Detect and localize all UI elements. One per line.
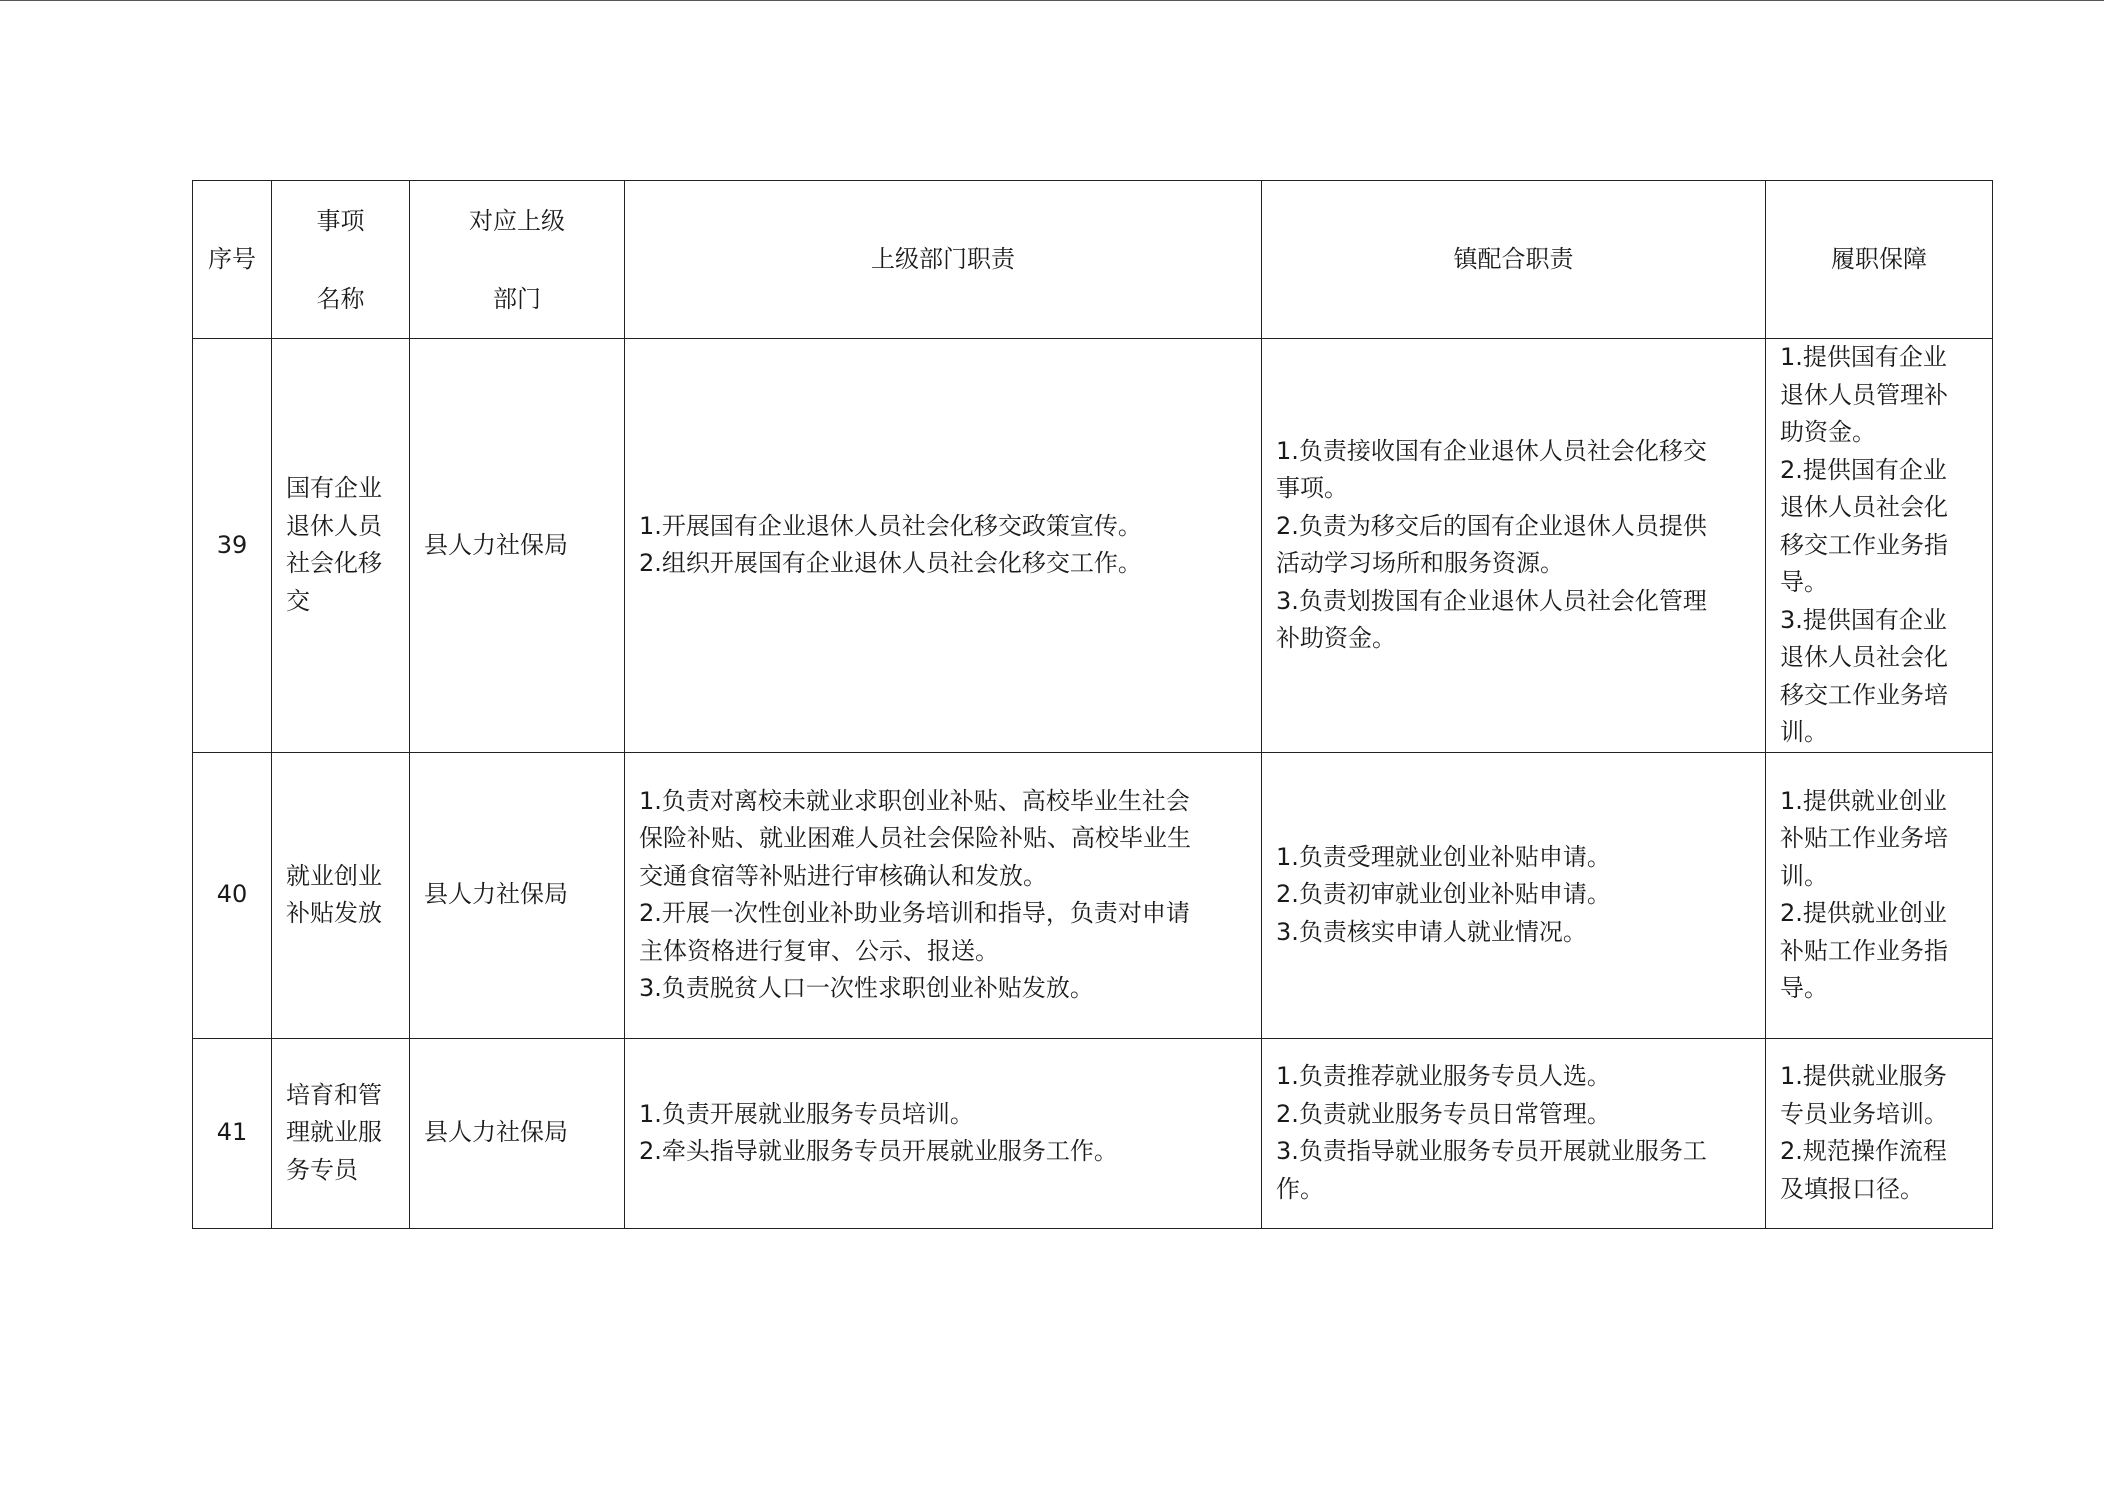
town-duty-line: 3.负责核实申请人就业情况。 <box>1276 917 1587 946</box>
row-number: 40 <box>193 752 272 1038</box>
guarantee-line: 补贴工作业务培 <box>1780 824 1948 852</box>
header-item-name-line2: 名称 <box>316 284 365 313</box>
guarantee-line: 1.提供就业创业 <box>1780 786 1947 815</box>
table-row <box>193 1038 1993 1228</box>
upper-duty-cell <box>625 339 1262 753</box>
guarantee-line: 3.提供国有企业 <box>1780 605 1947 634</box>
town-duty-line: 事项。 <box>1276 474 1348 503</box>
table-row <box>193 752 1993 1038</box>
item-name-line: 理就业服 <box>286 1118 382 1147</box>
upper-duty-line: 2.组织开展国有企业退休人员社会化移交工作。 <box>639 549 1142 578</box>
dept-cell: 县人力社保局 <box>410 752 625 1038</box>
item-name-line: 就业创业 <box>286 861 382 890</box>
guarantee-line: 2.规范操作流程 <box>1780 1137 1947 1165</box>
town-duty-line: 1.负责接收国有企业退休人员社会化移交 <box>1276 436 1707 465</box>
upper-duty-line: 1.开展国有企业退休人员社会化移交政策宣传。 <box>639 511 1142 540</box>
header-item-name <box>272 181 410 339</box>
town-duty-line: 3.负责划拨国有企业退休人员社会化管理 <box>1276 586 1707 615</box>
town-duty-line: 作。 <box>1276 1174 1324 1203</box>
upper-duty-line: 2.开展一次性创业补助业务培训和指导，负责对申请 <box>639 899 1190 927</box>
guarantee-line: 退休人员社会化 <box>1780 493 1948 521</box>
header-num: 序号 <box>193 181 272 339</box>
item-name-cell <box>272 1038 410 1228</box>
guarantee-line: 专员业务培训。 <box>1780 1099 1948 1128</box>
guarantee-line: 1.提供就业服务 <box>1780 1062 1947 1090</box>
header-row <box>193 181 1993 339</box>
town-duty-line: 2.负责为移交后的国有企业退休人员提供 <box>1276 511 1707 540</box>
guarantee-line: 导。 <box>1780 974 1828 1002</box>
guarantee-line: 移交工作业务培 <box>1780 680 1948 709</box>
dept-cell: 县人力社保局 <box>410 1038 625 1228</box>
upper-duty-line: 2.牵头指导就业服务专员开展就业服务工作。 <box>639 1137 1118 1165</box>
upper-duty-line: 保险补贴、就业困难人员社会保险补贴、高校毕业生 <box>639 824 1191 852</box>
item-name-line: 国有企业 <box>286 474 382 503</box>
upper-duty-line: 1.负责开展就业服务专员培训。 <box>639 1099 974 1128</box>
header-dept <box>410 181 625 339</box>
item-name-cell <box>272 752 410 1038</box>
town-duty-line: 活动学习场所和服务资源。 <box>1276 549 1564 578</box>
upper-duty-cell <box>625 752 1262 1038</box>
town-duty-line: 补助资金。 <box>1276 624 1396 653</box>
guarantee-line: 1.提供国有企业 <box>1780 343 1947 371</box>
header-dept-line1: 对应上级 <box>469 206 565 235</box>
guarantee-line: 移交工作业务指 <box>1780 530 1948 559</box>
town-duty-line: 2.负责就业服务专员日常管理。 <box>1276 1099 1611 1128</box>
guarantee-line: 训。 <box>1780 861 1828 890</box>
item-name-line: 交 <box>286 586 310 615</box>
guarantee-cell <box>1766 752 1993 1038</box>
upper-duty-cell <box>625 1038 1262 1228</box>
town-duty-cell <box>1262 752 1766 1038</box>
guarantee-line: 2.提供国有企业 <box>1780 455 1947 484</box>
guarantee-cell <box>1766 339 1993 753</box>
town-duty-line: 3.负责指导就业服务专员开展就业服务工 <box>1276 1137 1707 1165</box>
dept-cell: 县人力社保局 <box>410 339 625 753</box>
header-item-name-line1: 事项 <box>316 206 365 235</box>
guarantee-line: 及填报口径。 <box>1780 1174 1924 1203</box>
page-top-border <box>0 0 2104 1</box>
upper-duty-line: 1.负责对离校未就业求职创业补贴、高校毕业生社会 <box>639 786 1190 815</box>
guarantee-line: 训。 <box>1780 718 1828 746</box>
guarantee-line: 退休人员管理补 <box>1780 380 1948 409</box>
item-name-line: 培育和管 <box>286 1080 382 1109</box>
row-number: 41 <box>193 1038 272 1228</box>
table-row <box>193 339 1993 753</box>
guarantee-line: 补贴工作业务指 <box>1780 936 1948 965</box>
town-duty-line: 2.负责初审就业创业补贴申请。 <box>1276 880 1611 909</box>
header-town-duty: 镇配合职责 <box>1262 181 1766 339</box>
header-guarantee: 履职保障 <box>1766 181 1993 339</box>
guarantee-line: 导。 <box>1780 568 1828 596</box>
guarantee-line: 2.提供就业创业 <box>1780 899 1947 927</box>
item-name-line: 务专员 <box>286 1155 358 1184</box>
duty-table <box>192 180 1993 1229</box>
upper-duty-line: 3.负责脱贫人口一次性求职创业补贴发放。 <box>639 974 1094 1002</box>
guarantee-line: 退休人员社会化 <box>1780 643 1948 671</box>
upper-duty-line: 交通食宿等补贴进行审核确认和发放。 <box>639 861 1047 890</box>
town-duty-cell <box>1262 1038 1766 1228</box>
item-name-line: 社会化移 <box>286 549 382 578</box>
item-name-cell <box>272 339 410 753</box>
guarantee-line: 助资金。 <box>1780 418 1876 446</box>
town-duty-line: 1.负责推荐就业服务专员人选。 <box>1276 1062 1611 1090</box>
town-duty-cell <box>1262 339 1766 753</box>
row-number: 39 <box>193 339 272 753</box>
guarantee-cell <box>1766 1038 1993 1228</box>
item-name-line: 退休人员 <box>286 511 382 540</box>
town-duty-line: 1.负责受理就业创业补贴申请。 <box>1276 842 1611 871</box>
upper-duty-line: 主体资格进行复审、公示、报送。 <box>639 936 999 965</box>
item-name-line: 补贴发放 <box>286 899 382 927</box>
header-upper-duty: 上级部门职责 <box>625 181 1262 339</box>
header-dept-line2: 部门 <box>493 284 541 313</box>
